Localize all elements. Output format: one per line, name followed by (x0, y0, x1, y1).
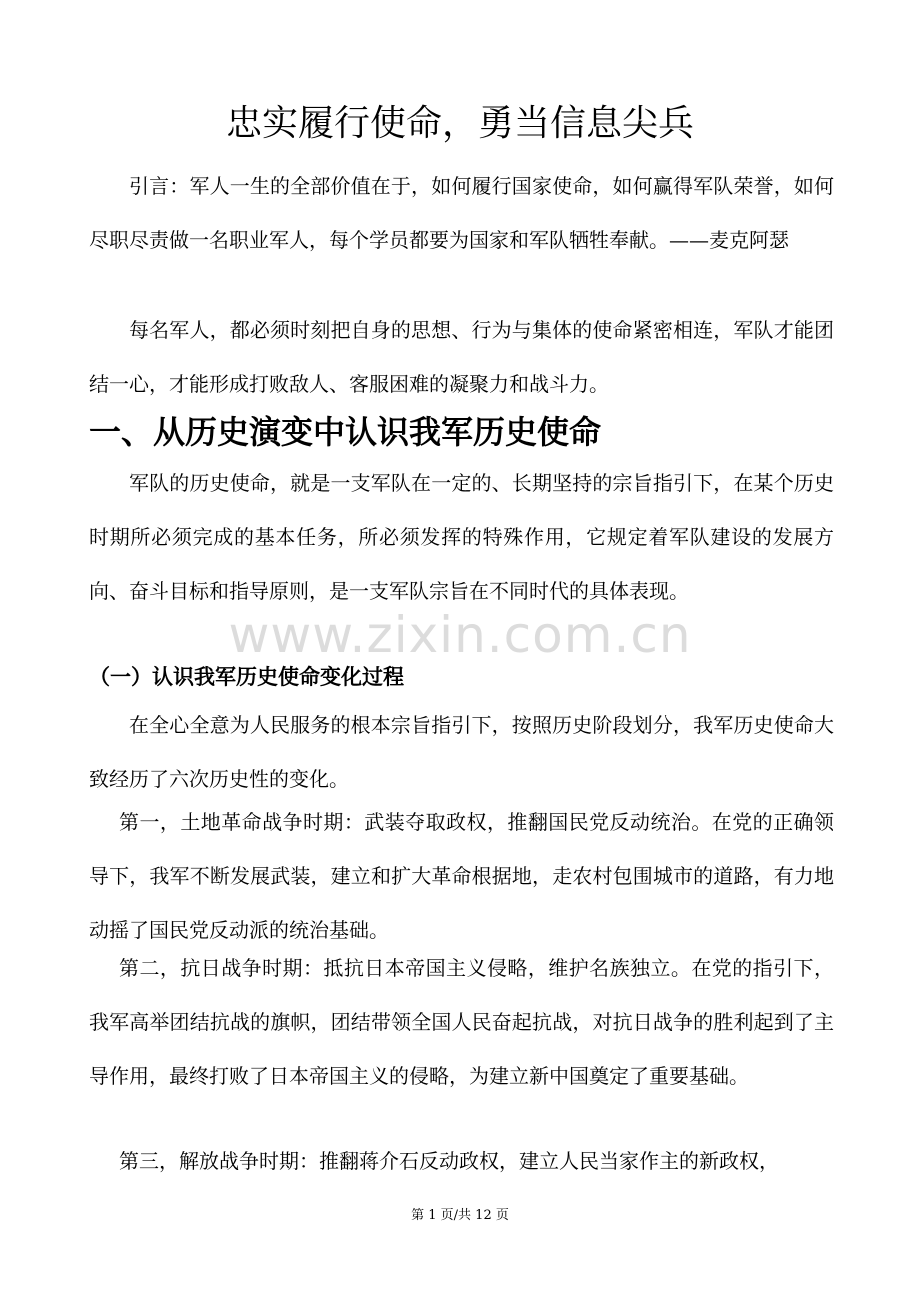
document-title: 忠实履行使命，勇当信息尖兵 (225, 103, 694, 144)
page-number-footer: 第 1 页/共 12 页 (411, 1208, 509, 1223)
intro-paragraph: 引言：军人一生的全部价值在于，如何履行国家使命，如何赢得军队荣誉，如何尽职尽责做一名职业军人，每个学员都要为国家和军队牺牲奉献。——麦克阿瑟 (89, 174, 834, 252)
body-paragraph-1: 每名军人，都必须时刻把自身的思想、行为与集体的使命紧密相连，军队才能团结一心，才能形成打败敌人、客服困难的凝聚力和战斗力。 (89, 318, 834, 396)
list-item-3: 第三，解放战争时期：推翻蒋介石反动政权，建立人民当家作主的新政权， (119, 1149, 779, 1173)
section-heading-1: 一、从历史演变中认识我军历史使命 (89, 413, 602, 451)
subsection-1-paragraph: 在全心全意为人民服务的根本宗旨指引下，按照历史阶段划分，我军历史使命大致经历了六次历史性的变化。 (89, 713, 834, 791)
list-item-2: 第二，抗日战争时期：抵抗日本帝国主义侵略，维护名族独立。在党的指引下，我军高举团结抗战的旗帜，团结带领全国人民奋起抗战，对抗日战争的胜利起到了主导作用，最终打败了日本帝国主义的侵略，为建立新中国奠定了重要基础。 (89, 956, 834, 1088)
section-1-paragraph: 军队的历史使命，就是一支军队在一定的、长期坚持的宗旨指引下，在某个历史时期所必须完成的基本任务，所必须发挥的特殊作用，它规定着军队建设的发展方向、奋斗目标和指导原则，是一支军队宗旨在不同时代的具体表现。 (89, 471, 834, 603)
watermark-text: www.zixin.com.cn (228, 606, 692, 664)
list-item-1: 第一，土地革命战争时期：武装夺取政权，推翻国民党反动统治。在党的正确领导下，我军不断发展武装，建立和扩大革命根据地，走农村包围城市的道路，有力地动摇了国民党反动派的统治基础。 (89, 810, 834, 942)
subsection-heading-1: （一）认识我军历史使命变化过程 (89, 665, 404, 689)
